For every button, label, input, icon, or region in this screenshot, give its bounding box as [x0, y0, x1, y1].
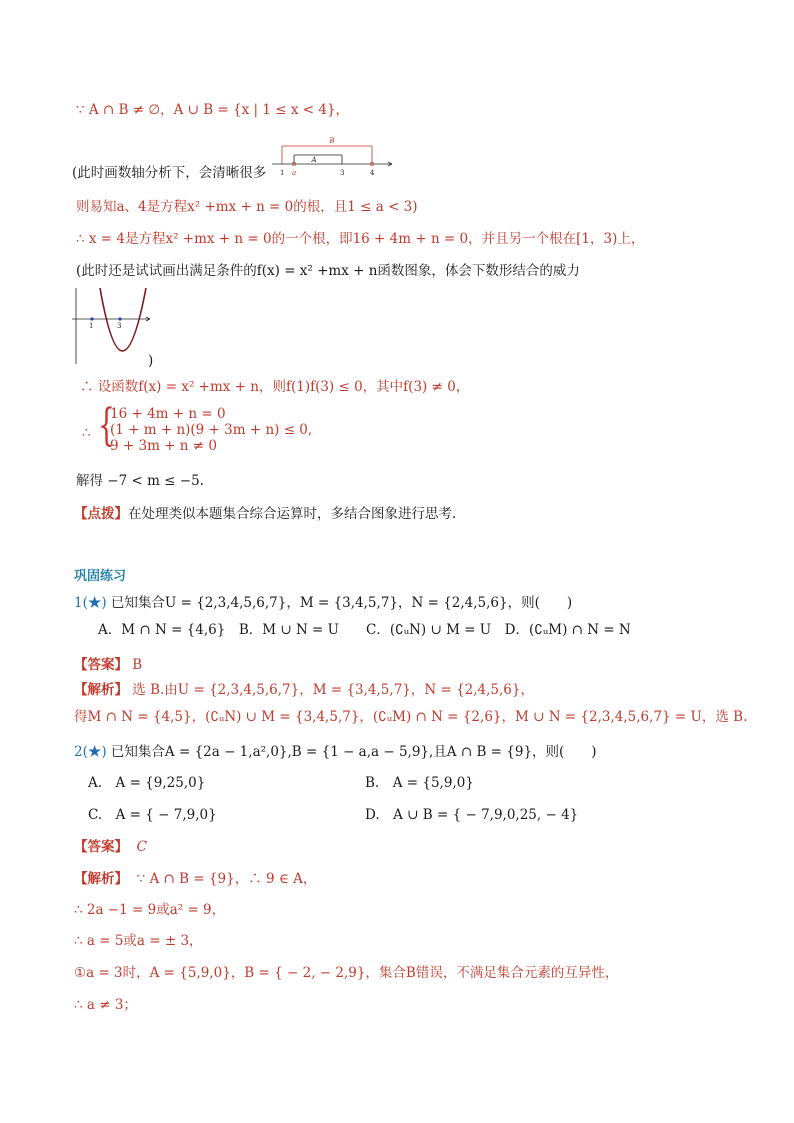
tip-text: 在处理类似本题集合综合运算时，多结合图象进行思考.: [128, 506, 457, 522]
q2-answer: C: [136, 839, 147, 855]
q2-option-c: C. A = { − 7,9,0}: [88, 807, 217, 823]
union-intersection-line: ∵ A ∩ B ≠ ∅，A ∪ B = {x | 1 ≤ x < 4}，: [76, 102, 350, 118]
tip-label: 【点拨】: [74, 506, 128, 522]
parabola-tick-1: 1: [89, 322, 94, 330]
numberline-tick-4: 4: [370, 169, 375, 177]
number-line-figure: [272, 134, 396, 180]
system-row-1: 16 + 4m + n = 0: [110, 406, 226, 422]
tip-line: [74, 505, 456, 523]
roots-statement: 则易知a、4是方程x² +mx + n = 0的根，且1 ≤ a < 3): [76, 199, 418, 215]
numberline-tick-a: a: [292, 169, 297, 177]
parabola-tick-3: 3: [117, 322, 122, 330]
parabola-close-paren: ): [148, 353, 154, 369]
q1-answer-label: 【答案】: [74, 657, 128, 673]
q1-number: 1(★): [74, 595, 107, 611]
parabola-figure: [70, 286, 154, 366]
numberline-label-b: B: [329, 137, 335, 145]
function-setup: ∴ 设函数f(x) = x² +mx + n，则f(1)f(3) ≤ 0，其中f(3) ≠ 0，: [80, 379, 470, 395]
q2-stem-line: [74, 743, 597, 761]
numberline-tick-1: 1: [280, 169, 285, 177]
q2-analysis-label: 【解析】: [74, 871, 128, 887]
system-brace: {: [98, 400, 115, 451]
q2-answer-label: 【答案】: [74, 839, 128, 855]
q2-number: 2(★): [74, 744, 107, 760]
q1-analysis-line-1: [74, 681, 534, 699]
q2-option-a: A. A = {9,25,0}: [88, 775, 206, 791]
q1-stem-line: [74, 594, 572, 612]
q2-analysis-line-1: [74, 870, 316, 888]
q2-option-d: D. A ∪ B = { − 7,9,0,25, − 4}: [365, 807, 579, 823]
q2-analysis-3: ∴ a = 5或a = ± 3，: [74, 933, 203, 949]
q1-analysis-1: 选 B.由U = {2,3,4,5,6,7}，M = {3,4,5,7}，N = {2,4,5,6}，: [132, 682, 534, 698]
q2-analysis-1: ∵ A ∩ B = {9}，∴ 9 ∈ A，: [136, 871, 317, 887]
q1-analysis-label: 【解析】: [74, 682, 128, 698]
q2-analysis-2: ∴ 2a −1 = 9或a² = 9，: [74, 902, 226, 918]
numberline-note: (此时画数轴分析下，会清晰很多: [72, 165, 267, 181]
q1-options: A．M ∩ N = {4,6} B．M ∪ N = U C．(∁ᵤN) ∪ M = U D．(∁ᵤM) ∩ N = N: [98, 622, 631, 638]
system-row-2: (1 + m + n)(9 + 3m + n) ≤ 0,: [110, 422, 313, 438]
solution-line: 解得 −7 < m ≤ −5.: [76, 473, 204, 489]
q1-stem: 已知集合U = {2,3,4,5,6,7}，M = {3,4,5,7}，N = {2,4,5,6}，则( ): [110, 595, 573, 611]
system-prefix: ∴: [82, 425, 91, 441]
system-row-3: 9 + 3m + n ≠ 0: [110, 438, 217, 454]
q2-option-b: B. A = {5,9,0}: [365, 775, 474, 791]
practice-heading: 巩固练习: [74, 569, 127, 584]
q1-analysis-2: 得M ∩ N = {4,5}，(∁ᵤN) ∪ M = {3,4,5,7}，(∁ᵤM) ∩ N = {2,6}，M ∪ N = {2,3,4,5,6,7} = U，选 B.: [74, 709, 748, 725]
numberline-tick-3: 3: [340, 169, 345, 177]
q2-analysis-4: ①a = 3时，A = {5,9,0}，B = { − 2, − 2,9}，集合B错误，不满足集合元素的互异性，: [74, 965, 619, 981]
q2-answer-line: [74, 838, 147, 856]
numberline-label-a: A: [311, 156, 317, 164]
graph-hint: (此时还是试试画出满足条件的f(x) = x² +mx + n函数图象，体会下数形结合的威力: [76, 263, 580, 279]
q1-answer: B: [132, 657, 143, 673]
q2-analysis-5: ∴ a ≠ 3；: [74, 997, 137, 1013]
root-four-statement: ∴ x = 4是方程x² +mx + n = 0的一个根，即16 + 4m + n = 0，并且另一个根在[1，3)上，: [76, 231, 645, 247]
q1-answer-line: [74, 656, 142, 674]
q2-stem: 已知集合A = {2a − 1,a²,0},B = {1 − a,a − 5,9},且A ∩ B = {9}，则( ): [110, 744, 597, 760]
